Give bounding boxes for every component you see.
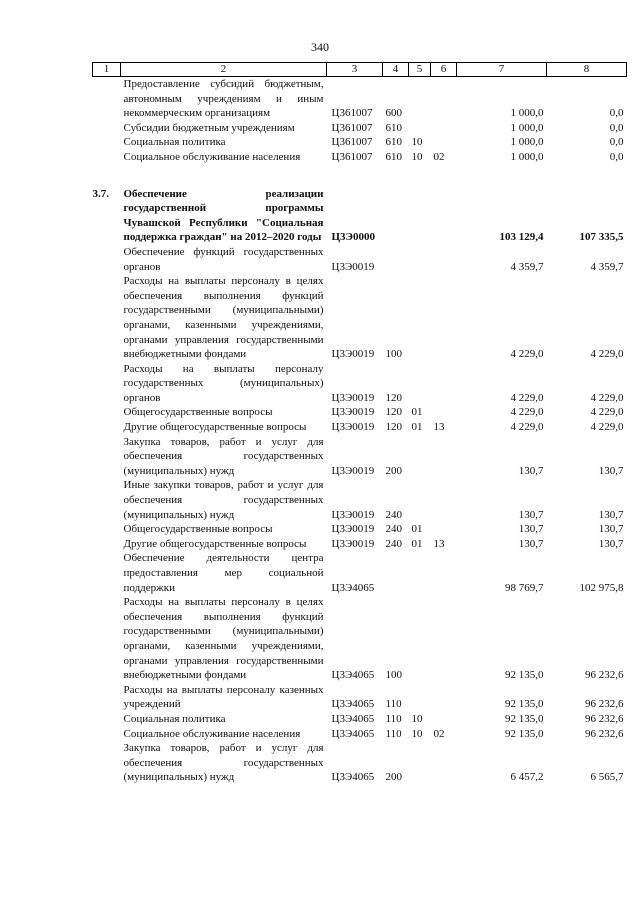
amount-first-year: 92 135,0: [505, 669, 544, 682]
row-name: Социальная политика: [123, 136, 226, 149]
row-number: 3.7.: [92, 187, 109, 200]
subsection-code: [431, 187, 457, 245]
section-code: 01: [411, 537, 423, 550]
row-name: Социальное обслуживание населения: [123, 150, 301, 163]
expense-type-code: [383, 551, 409, 595]
target-article-code: Ц3Э0019: [331, 391, 375, 404]
header-cell: 2: [121, 63, 327, 77]
amount-first-year: 6 457,2: [510, 771, 544, 784]
row-number: [93, 741, 121, 785]
row-name: Обеспечение деятельности центра предоставления мер социальной поддержки: [123, 552, 324, 594]
row-number: [93, 435, 121, 479]
subsection-code: [431, 121, 457, 136]
expense-type-code: 120: [385, 421, 402, 434]
header-cell: 1: [93, 63, 121, 77]
row-number: [93, 77, 121, 121]
expense-type-code: 110: [385, 712, 402, 725]
row-name: Расходы на выплаты персоналу казенных учреждений: [123, 683, 324, 711]
table-header-row: [93, 63, 627, 77]
row-name: Субсидии бюджетным учреждениям: [123, 121, 295, 134]
target-article-code: Ц3Э4065: [331, 712, 375, 725]
amount-second-year: 0,0: [609, 150, 624, 163]
expense-type-code: 240: [385, 523, 402, 536]
row-name: Расходы на выплаты персоналу в целях обеспечения выполнения функций государственными (муниципальными) органами, казенными учреждениями, органами управления государственными внебюджетными фондами: [123, 596, 324, 682]
section-code: 01: [411, 421, 423, 434]
target-article-code: Ц3Э4065: [331, 698, 375, 711]
table-row: [93, 727, 627, 742]
subsection-code: [431, 135, 457, 150]
row-name: Закупка товаров, работ и услуг для обеспечения государственных (муниципальных) нужд: [123, 435, 324, 477]
section-code: [409, 551, 431, 595]
expense-type-code: 100: [385, 348, 402, 361]
row-number: [93, 537, 121, 552]
table-row: [93, 77, 627, 121]
amount-second-year: 6 565,7: [590, 771, 624, 784]
amount-first-year: 130,7: [518, 464, 544, 477]
header-cell: 3: [327, 63, 383, 77]
table-row: [93, 274, 627, 362]
amount-second-year: 107 335,5: [579, 231, 624, 244]
amount-second-year: 96 232,6: [585, 669, 624, 682]
row-number: [93, 405, 121, 420]
amount-first-year: 1 000,0: [510, 136, 544, 149]
amount-first-year: 130,7: [518, 537, 544, 550]
table-row: [93, 135, 627, 150]
subsection-code: [431, 683, 457, 712]
subsection-code: [431, 522, 457, 537]
expense-type-code: 100: [385, 669, 402, 682]
section-code: [409, 362, 431, 406]
amount-first-year: 4 229,0: [510, 406, 544, 419]
amount-second-year: 0,0: [609, 136, 624, 149]
subsection-code: [431, 551, 457, 595]
table-row: [93, 595, 627, 683]
row-number: [93, 420, 121, 435]
expense-type-code: 240: [385, 537, 402, 550]
subsection-code: [431, 405, 457, 420]
amount-first-year: 98 769,7: [505, 581, 544, 594]
amount-second-year: 0,0: [609, 121, 624, 134]
section-code: 01: [411, 406, 423, 419]
amount-first-year: 4 229,0: [510, 421, 544, 434]
row-number: [93, 150, 121, 165]
target-article-code: Ц3Э0000: [331, 231, 376, 244]
row-name: Социальная политика: [123, 712, 226, 725]
spacer-row: [93, 165, 627, 187]
row-name: Другие общегосударственные вопросы: [123, 537, 307, 550]
amount-second-year: 4 229,0: [590, 406, 624, 419]
target-article-code: Ц361007: [331, 136, 373, 149]
subsection-code: 02: [433, 727, 445, 740]
target-article-code: Ц3Э0019: [331, 464, 375, 477]
amount-first-year: 1 000,0: [510, 150, 544, 163]
expense-type-code: 610: [385, 121, 402, 134]
table-row: [93, 245, 627, 274]
table-row: [93, 420, 627, 435]
expense-type-code: 200: [385, 464, 402, 477]
header-cell: 4: [383, 63, 409, 77]
row-name: Расходы на выплаты персоналу в целях обеспечения выполнения функций государственными (муниципальными) органами, казенными учреждениями, органами управления государственными внебюджетными фондами: [123, 275, 324, 361]
table-row: [93, 537, 627, 552]
target-article-code: Ц3Э0019: [331, 508, 375, 521]
row-name: Обеспечение функций государственных органов: [123, 245, 324, 273]
amount-second-year: 4 229,0: [590, 421, 624, 434]
subsection-code: [431, 362, 457, 406]
row-name: Общегосударственные вопросы: [123, 523, 273, 536]
row-number: [93, 683, 121, 712]
row-number: [93, 121, 121, 136]
row-number: [93, 712, 121, 727]
amount-second-year: 96 232,6: [585, 727, 624, 740]
expense-type-code: 610: [385, 136, 402, 149]
subsection-code: [431, 741, 457, 785]
row-name: Другие общегосударственные вопросы: [123, 421, 307, 434]
amount-first-year: 92 135,0: [505, 712, 544, 725]
row-number: [93, 245, 121, 274]
subsection-code: 02: [433, 150, 445, 163]
subsection-code: [431, 478, 457, 522]
amount-first-year: 1 000,0: [510, 121, 544, 134]
row-name: Иные закупки товаров, работ и услуг для обеспечения государственных (муниципальных) нужд: [123, 479, 324, 521]
section-code: 10: [411, 727, 423, 740]
row-name: Общегосударственные вопросы: [123, 406, 273, 419]
amount-first-year: 4 229,0: [510, 348, 544, 361]
section-code: [409, 245, 431, 274]
section-code: [409, 478, 431, 522]
target-article-code: Ц3Э0019: [331, 421, 375, 434]
row-number: [93, 551, 121, 595]
expense-type-code: [383, 245, 409, 274]
row-name: Закупка товаров, работ и услуг для обеспечения государственных (муниципальных) нужд: [123, 742, 324, 784]
table-row: [93, 187, 627, 245]
amount-first-year: 1 000,0: [510, 107, 544, 120]
subsection-code: [431, 77, 457, 121]
header-cell: 5: [409, 63, 431, 77]
header-cell: 8: [547, 63, 627, 77]
section-code: 10: [411, 136, 423, 149]
header-cell: 7: [457, 63, 547, 77]
target-article-code: Ц3Э4065: [331, 771, 375, 784]
amount-second-year: 102 975,8: [579, 581, 624, 594]
subsection-code: 13: [433, 421, 445, 434]
amount-second-year: 4 359,7: [590, 260, 624, 273]
table-row: [93, 478, 627, 522]
amount-second-year: 96 232,6: [585, 712, 624, 725]
row-name: Социальное обслуживание населения: [123, 727, 301, 740]
expense-type-code: 110: [385, 727, 402, 740]
target-article-code: Ц3Э0019: [331, 537, 375, 550]
subsection-code: [431, 435, 457, 479]
target-article-code: Ц3Э4065: [331, 669, 375, 682]
target-article-code: Ц361007: [331, 121, 373, 134]
budget-table: [92, 62, 627, 785]
target-article-code: Ц361007: [331, 150, 373, 163]
table-row: [93, 435, 627, 479]
row-number: [93, 135, 121, 150]
section-code: 01: [411, 523, 423, 536]
row-number: [93, 274, 121, 362]
target-article-code: Ц3Э0019: [331, 406, 375, 419]
table-row: [93, 405, 627, 420]
row-number: [93, 727, 121, 742]
amount-second-year: 96 232,6: [585, 698, 624, 711]
table-row: [93, 121, 627, 136]
subsection-code: [431, 245, 457, 274]
expense-type-code: 600: [385, 107, 402, 120]
section-code: [409, 683, 431, 712]
amount-first-year: 130,7: [518, 523, 544, 536]
row-name: Расходы на выплаты персоналу государственных (муниципальных) органов: [123, 362, 324, 404]
section-code: 10: [411, 712, 423, 725]
section-code: [409, 274, 431, 362]
amount-first-year: 4 359,7: [510, 260, 544, 273]
section-code: [409, 187, 431, 245]
amount-second-year: 130,7: [598, 464, 624, 477]
header-cell: 6: [431, 63, 457, 77]
table-row: [93, 683, 627, 712]
target-article-code: Ц3Э4065: [331, 727, 375, 740]
target-article-code: Ц3Э0019: [331, 260, 375, 273]
row-number: [93, 478, 121, 522]
expense-type-code: 240: [385, 508, 402, 521]
target-article-code: Ц3Э0019: [331, 348, 375, 361]
amount-first-year: 92 135,0: [505, 698, 544, 711]
subsection-code: [431, 274, 457, 362]
expense-type-code: 120: [385, 406, 402, 419]
amount-second-year: 130,7: [598, 508, 624, 521]
expense-type-code: 610: [385, 150, 402, 163]
expense-type-code: 110: [385, 698, 402, 711]
row-number: [93, 362, 121, 406]
amount-first-year: 92 135,0: [505, 727, 544, 740]
row-number: [93, 522, 121, 537]
section-code: [409, 435, 431, 479]
table-row: [93, 522, 627, 537]
expense-type-code: 120: [385, 391, 402, 404]
table-row: [93, 150, 627, 165]
page-number: 340: [311, 40, 329, 54]
table-row: [93, 712, 627, 727]
amount-first-year: 130,7: [518, 508, 544, 521]
expense-type-code: [383, 187, 409, 245]
section-code: [409, 741, 431, 785]
subsection-code: [431, 712, 457, 727]
expense-type-code: 200: [385, 771, 402, 784]
target-article-code: Ц3Э4065: [331, 581, 375, 594]
amount-second-year: 130,7: [598, 537, 624, 550]
amount-second-year: 4 229,0: [590, 348, 624, 361]
row-name: Предоставление субсидий бюджетным, автономным учреждениям и иным некоммерческим организациям: [123, 78, 324, 120]
target-article-code: Ц3Э0019: [331, 523, 375, 536]
subsection-code: [431, 595, 457, 683]
row-name: Обеспечение реализации государственной программы Чувашской Республики "Социальная поддержка граждан" на 2012–2020 годы: [123, 187, 324, 244]
amount-second-year: 0,0: [609, 107, 624, 120]
target-article-code: Ц361007: [331, 107, 373, 120]
table-row: [93, 362, 627, 406]
row-number: [93, 595, 121, 683]
section-code: [409, 595, 431, 683]
table-row: [93, 741, 627, 785]
amount-second-year: 130,7: [598, 523, 624, 536]
amount-second-year: 4 229,0: [590, 391, 624, 404]
table-row: [93, 551, 627, 595]
subsection-code: 13: [433, 537, 445, 550]
section-code: [409, 121, 431, 136]
amount-first-year: 4 229,0: [510, 391, 544, 404]
amount-first-year: 103 129,4: [499, 231, 544, 244]
section-code: [409, 77, 431, 121]
section-code: 10: [411, 150, 423, 163]
spacer-cell: [93, 165, 627, 187]
